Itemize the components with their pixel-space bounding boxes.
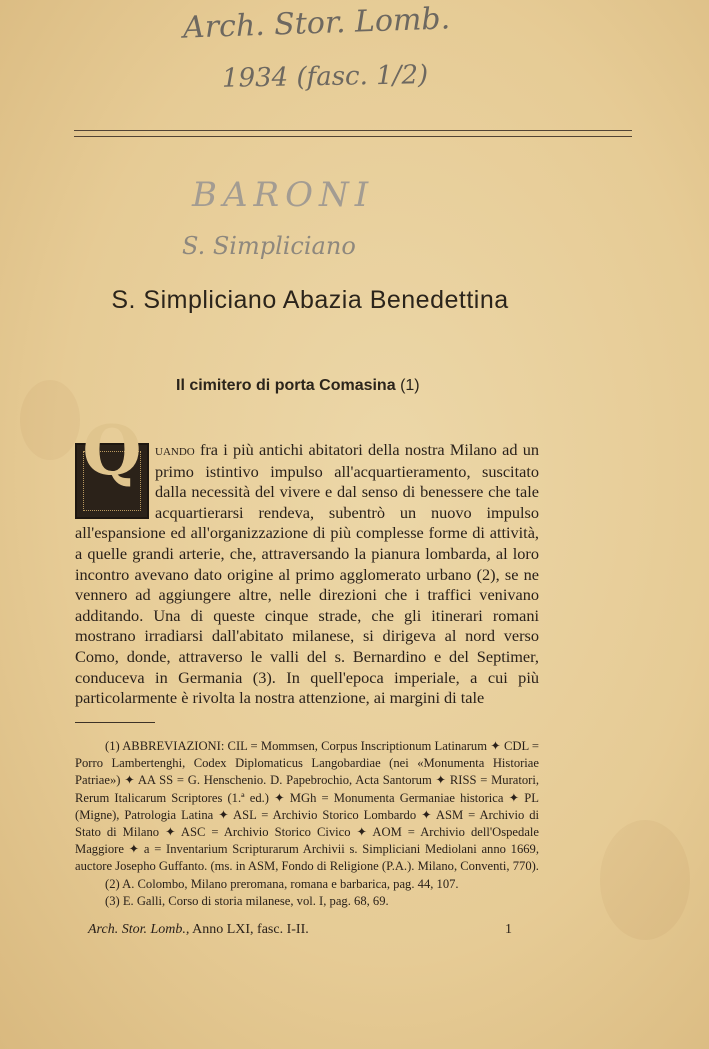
- handwritten-note: 1934 (fasc. 1/2): [221, 60, 429, 94]
- footnotes: [75, 738, 539, 910]
- journal-issue: Anno LXI, fasc. I-II.: [192, 922, 309, 937]
- header-rule: [74, 130, 632, 131]
- footnote-rule: [75, 722, 155, 723]
- dropcap-initial: [75, 411, 149, 519]
- footnote-ref: (1): [400, 377, 420, 394]
- handwritten-author: BARONI: [192, 175, 375, 215]
- page-number: 1: [505, 922, 512, 937]
- handwritten-note: S. Simpliciano: [182, 232, 356, 260]
- paper-stain: [20, 380, 80, 460]
- journal-name: Arch. Stor. Lomb.,: [88, 922, 190, 937]
- article-title: S. Simpliciano Abazia Benedettina: [111, 286, 509, 314]
- dropcap-letter: Q: [82, 411, 142, 491]
- paper-stain: [600, 820, 690, 940]
- header-rule: [74, 136, 632, 137]
- page-footer: [88, 922, 512, 938]
- handwritten-note: Arch. Stor. Lomb.: [182, 1, 451, 46]
- footnote: (2) A. Colombo, Milano preromana, romana e barbarica, pag. 44, 107.: [105, 876, 459, 891]
- subtitle-text: Il cimitero di porta Comasina: [176, 377, 396, 394]
- section-subtitle: [176, 377, 420, 395]
- footnote: (1) ABBREVIAZIONI: CIL = Mommsen, Corpus Inscriptionum Latinarum ✦ CDL = Porro Lambertenghi, Codex Diplomaticus Langobardiae (nei «Monumenta Historiae Patriae») ✦ AA SS = G. Henschenio. D. Papebrochio, Acta Santorum ✦ RISS = Muratori, Rerum Italicarum Scriptores (1.ª ed.) ✦ MGh = Monumenta Germaniae historica ✦ PL (Migne), Patrologia Latina ✦ ASL = Archivio Storico Lombardo ✦ ASM = Archivio di Stato di Milano ✦ ASC = Archivio Storico Civico ✦ AOM = Archivio dell'Ospedale Maggiore ✦ a = Inventarium Scripturarum Archivii s. Simpliciani Mediolani anno 1669, auctore Josepho Guffanto. (ms. in ASM, Fondo di Religione (P.A.). Milano, Conventi, 770).: [75, 739, 539, 874]
- body-paragraph: fra i più antichi abitatori della nostra Milano ad un primo istintivo impulso all'acquartieramento, suscitato dalla necessità del vivere e dal senso di benessere che tale acquartierarsi rendeva, subentrò un nuovo impulso all'espansione ed all'organizzazione di più complesse forme di attività, a quelle grandi arterie, che, attraversando la pianura lombarda, al loro incontro avevano dato origine al primo agglomerato urbano (2), se ne vennero ad aggiungere altre, nelle direzioni che i traffici venivano additando. Una di queste cinque strade, che gli itinerari romani mostrano irradiarsi dall'abitato milanese, si dirigeva al nord verso Como, donde, attraverso le valli del s. Bernardino e del Septimer, conduceva in Germania (3). In quell'epoca imperiale, a cui più particolarmente è rivolta la nostra attenzione, ai margini di tale: [75, 440, 539, 708]
- first-word: uando: [155, 443, 195, 459]
- footnote: (3) E. Galli, Corso di storia milanese, vol. I, pag. 68, 69.: [105, 893, 389, 908]
- body-text: [75, 411, 539, 709]
